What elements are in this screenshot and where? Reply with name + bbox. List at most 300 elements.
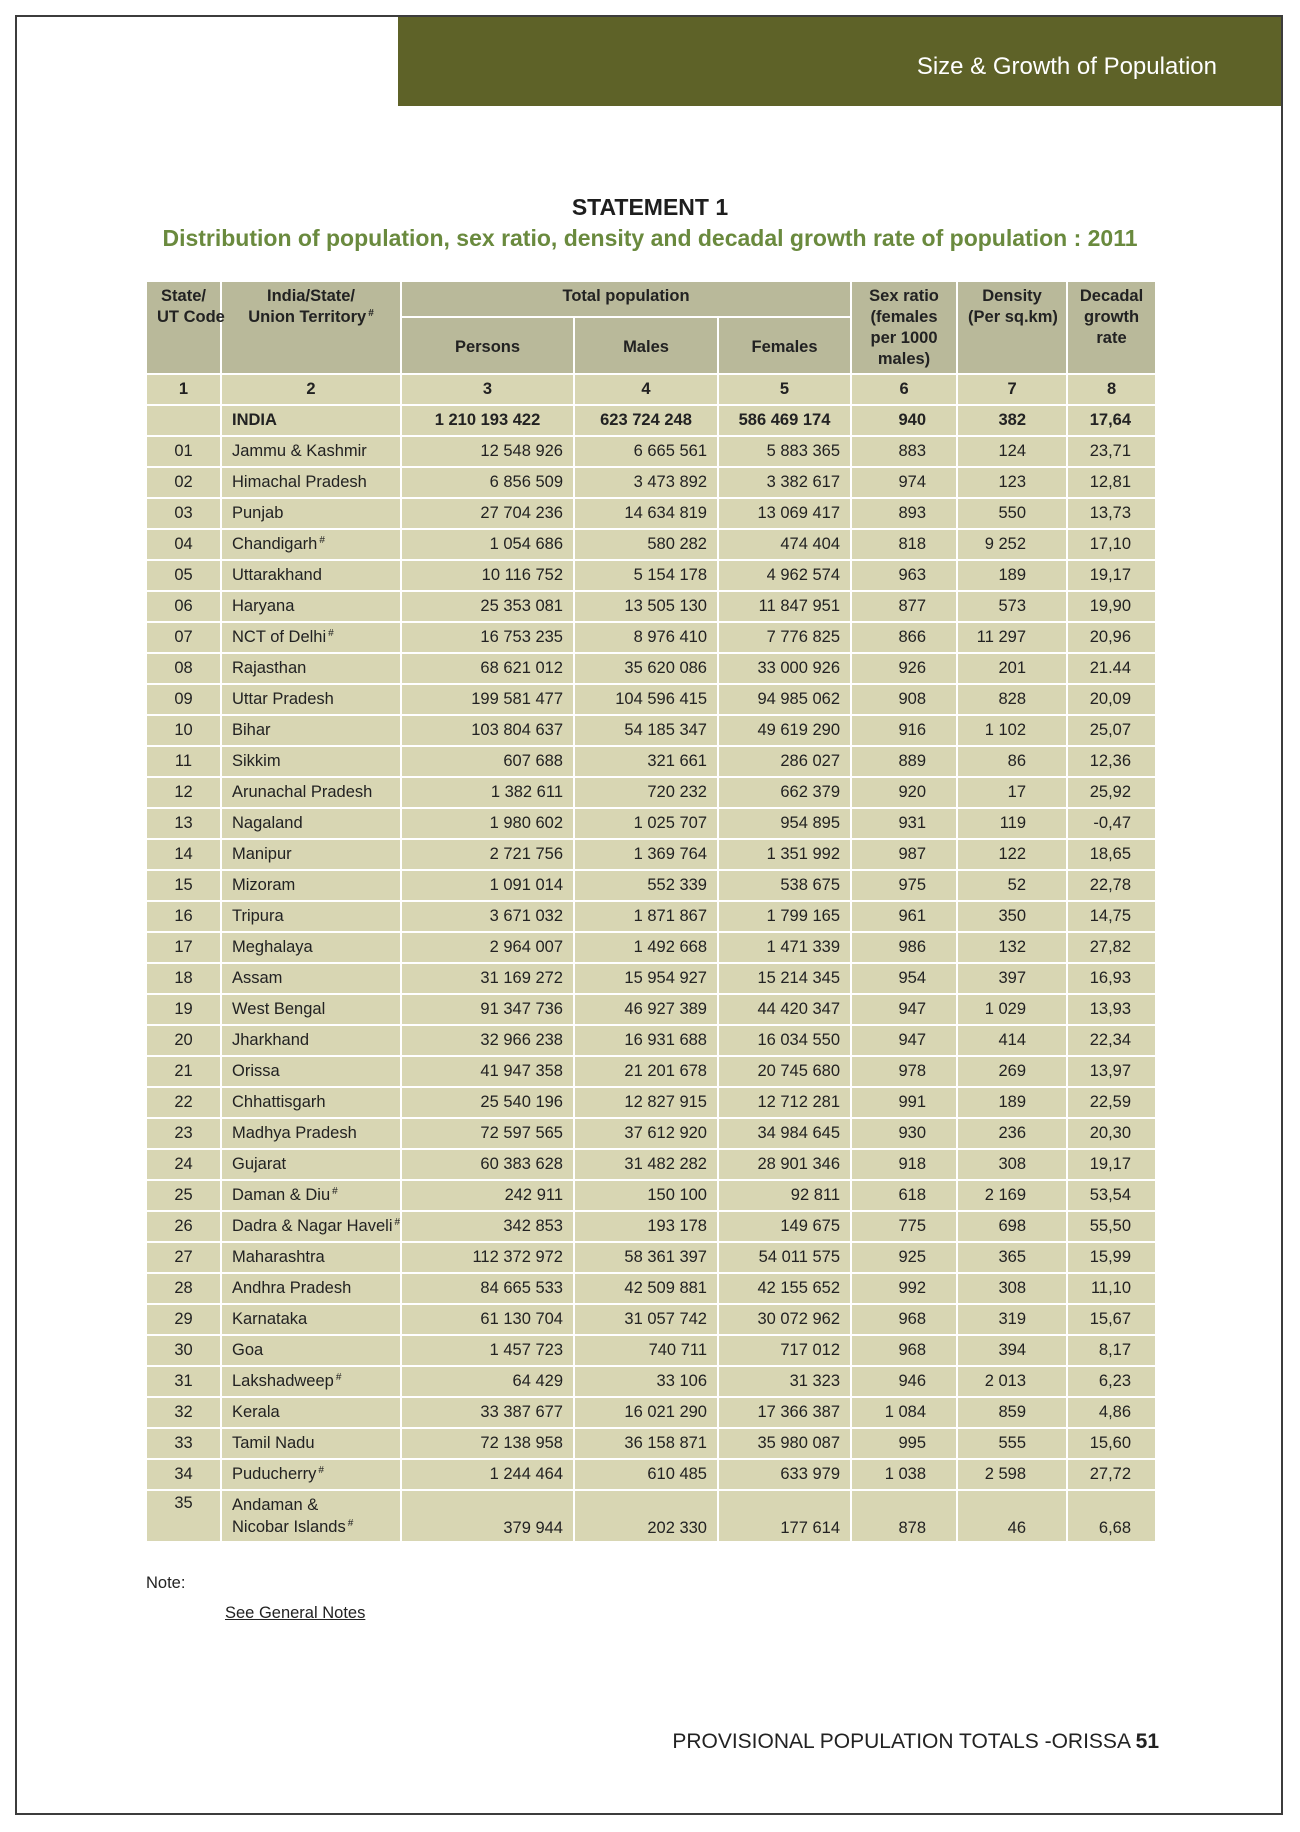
- state-name: Jammu & Kashmir: [221, 436, 401, 467]
- females-cell: 12 712 281: [718, 1087, 851, 1118]
- sex-ratio-cell: 954: [851, 963, 957, 994]
- state-code: 24: [146, 1149, 221, 1180]
- females-cell: 474 404: [718, 529, 851, 560]
- sex-ratio-cell: 975: [851, 870, 957, 901]
- sex-ratio-cell: 818: [851, 529, 957, 560]
- males-cell: 21 201 678: [574, 1056, 718, 1087]
- sex-ratio-cell: 883: [851, 436, 957, 467]
- table-row: [146, 1025, 1156, 1056]
- growth-cell: 27,72: [1067, 1459, 1156, 1490]
- state-name: Bihar: [221, 715, 401, 746]
- females-cell: 31 323: [718, 1366, 851, 1397]
- persons-cell: 32 966 238: [401, 1025, 574, 1056]
- sex-ratio-cell: 877: [851, 591, 957, 622]
- state-code: 11: [146, 746, 221, 777]
- males-cell: 33 106: [574, 1366, 718, 1397]
- females-cell: 49 619 290: [718, 715, 851, 746]
- state-code: 14: [146, 839, 221, 870]
- sex-ratio-cell: 925: [851, 1242, 957, 1273]
- ut-mark: #: [335, 1372, 342, 1383]
- growth-cell: 21.44: [1067, 653, 1156, 684]
- persons-cell: 1 382 611: [401, 777, 574, 808]
- growth-cell: 12,81: [1067, 467, 1156, 498]
- state-code: 32: [146, 1397, 221, 1428]
- india-total-row: [146, 405, 1156, 436]
- density-cell: 122: [957, 839, 1067, 870]
- females-cell: 28 901 346: [718, 1149, 851, 1180]
- state-code: 27: [146, 1242, 221, 1273]
- header-density: Density (Per sq.km): [957, 281, 1067, 374]
- males-cell: 5 154 178: [574, 560, 718, 591]
- table-row: [146, 1087, 1156, 1118]
- growth-cell: 13,93: [1067, 994, 1156, 1025]
- females-cell: 177 614: [718, 1490, 851, 1542]
- density-cell: 201: [957, 653, 1067, 684]
- page-number: 51: [1135, 1730, 1159, 1753]
- density-cell: 397: [957, 963, 1067, 994]
- state-name: Gujarat: [221, 1149, 401, 1180]
- state-name: INDIA: [221, 405, 401, 436]
- sex-ratio-cell: 961: [851, 901, 957, 932]
- density-cell: 9 252: [957, 529, 1067, 560]
- sex-ratio-cell: 1 084: [851, 1397, 957, 1428]
- state-name: Manipur: [221, 839, 401, 870]
- males-cell: 150 100: [574, 1180, 718, 1211]
- state-code: 22: [146, 1087, 221, 1118]
- males-cell: 12 827 915: [574, 1087, 718, 1118]
- sex-ratio-cell: 889: [851, 746, 957, 777]
- females-cell: 30 072 962: [718, 1304, 851, 1335]
- density-cell: 2 598: [957, 1459, 1067, 1490]
- growth-cell: 22,78: [1067, 870, 1156, 901]
- persons-cell: 607 688: [401, 746, 574, 777]
- sex-ratio-cell: 926: [851, 653, 957, 684]
- persons-cell: 1 210 193 422: [401, 405, 574, 436]
- ut-mark: #: [318, 1465, 324, 1476]
- sex-ratio-cell: 946: [851, 1366, 957, 1397]
- growth-cell: 19,17: [1067, 560, 1156, 591]
- females-cell: 94 985 062: [718, 684, 851, 715]
- density-cell: 414: [957, 1025, 1067, 1056]
- state-name: Tripura: [221, 901, 401, 932]
- males-cell: 37 612 920: [574, 1118, 718, 1149]
- females-cell: 42 155 652: [718, 1273, 851, 1304]
- table-row: [146, 1428, 1156, 1459]
- table-row: [146, 1211, 1156, 1242]
- state-code: 30: [146, 1335, 221, 1366]
- state-code: 17: [146, 932, 221, 963]
- state-code: 02: [146, 467, 221, 498]
- state-code: 35: [146, 1490, 221, 1542]
- males-cell: 610 485: [574, 1459, 718, 1490]
- density-cell: 2 013: [957, 1366, 1067, 1397]
- sex-ratio-cell: 986: [851, 932, 957, 963]
- state-code: 20: [146, 1025, 221, 1056]
- header-females: Females: [718, 317, 851, 374]
- sex-ratio-cell: 940: [851, 405, 957, 436]
- sex-ratio-cell: 968: [851, 1304, 957, 1335]
- females-cell: 34 984 645: [718, 1118, 851, 1149]
- growth-cell: 19,90: [1067, 591, 1156, 622]
- ut-mark: #: [332, 1186, 338, 1197]
- males-cell: 740 711: [574, 1335, 718, 1366]
- state-name: Maharashtra: [221, 1242, 401, 1273]
- persons-cell: 342 853: [401, 1211, 574, 1242]
- males-cell: 202 330: [574, 1490, 718, 1542]
- ut-mark: #: [319, 535, 325, 546]
- persons-cell: 68 621 012: [401, 653, 574, 684]
- males-cell: 6 665 561: [574, 436, 718, 467]
- state-code: 19: [146, 994, 221, 1025]
- density-cell: 86: [957, 746, 1067, 777]
- females-cell: 54 011 575: [718, 1242, 851, 1273]
- state-code: 16: [146, 901, 221, 932]
- females-cell: 5 883 365: [718, 436, 851, 467]
- persons-cell: 3 671 032: [401, 901, 574, 932]
- persons-cell: 1 244 464: [401, 1459, 574, 1490]
- state-name: Arunachal Pradesh: [221, 777, 401, 808]
- females-cell: 7 776 825: [718, 622, 851, 653]
- males-cell: 552 339: [574, 870, 718, 901]
- males-cell: 1 492 668: [574, 932, 718, 963]
- sex-ratio-cell: 963: [851, 560, 957, 591]
- persons-cell: 12 548 926: [401, 436, 574, 467]
- state-name: Kerala: [221, 1397, 401, 1428]
- females-cell: 538 675: [718, 870, 851, 901]
- density-cell: 236: [957, 1118, 1067, 1149]
- persons-cell: 2 964 007: [401, 932, 574, 963]
- persons-cell: 72 597 565: [401, 1118, 574, 1149]
- sex-ratio-cell: 947: [851, 994, 957, 1025]
- sex-ratio-cell: 908: [851, 684, 957, 715]
- ut-mark: #: [347, 1518, 354, 1529]
- females-cell: 16 034 550: [718, 1025, 851, 1056]
- table-row: [146, 1273, 1156, 1304]
- density-cell: 189: [957, 560, 1067, 591]
- density-cell: 269: [957, 1056, 1067, 1087]
- table-row: [146, 870, 1156, 901]
- state-name: Orissa: [221, 1056, 401, 1087]
- persons-cell: 199 581 477: [401, 684, 574, 715]
- state-code: 21: [146, 1056, 221, 1087]
- table-row: [146, 932, 1156, 963]
- footer-text: PROVISIONAL POPULATION TOTALS -ORISSA: [672, 1730, 1130, 1753]
- table-row: [146, 1335, 1156, 1366]
- females-cell: 15 214 345: [718, 963, 851, 994]
- persons-cell: 242 911: [401, 1180, 574, 1211]
- table-row: [146, 901, 1156, 932]
- growth-cell: 12,36: [1067, 746, 1156, 777]
- males-cell: 193 178: [574, 1211, 718, 1242]
- males-cell: 15 954 927: [574, 963, 718, 994]
- males-cell: 31 057 742: [574, 1304, 718, 1335]
- females-cell: 717 012: [718, 1335, 851, 1366]
- state-name: Mizoram: [221, 870, 401, 901]
- persons-cell: 84 665 533: [401, 1273, 574, 1304]
- density-cell: 698: [957, 1211, 1067, 1242]
- density-cell: 2 169: [957, 1180, 1067, 1211]
- state-code: 10: [146, 715, 221, 746]
- growth-cell: -0,47: [1067, 808, 1156, 839]
- density-cell: 52: [957, 870, 1067, 901]
- females-cell: 633 979: [718, 1459, 851, 1490]
- persons-cell: 60 383 628: [401, 1149, 574, 1180]
- state-name: NCT of Delhi #: [221, 622, 401, 653]
- females-cell: 1 799 165: [718, 901, 851, 932]
- growth-cell: 13,73: [1067, 498, 1156, 529]
- header-growth: Decadal growth rate: [1067, 281, 1156, 374]
- persons-cell: 27 704 236: [401, 498, 574, 529]
- growth-cell: 53,54: [1067, 1180, 1156, 1211]
- males-cell: 104 596 415: [574, 684, 718, 715]
- sex-ratio-cell: 992: [851, 1273, 957, 1304]
- table-row: [146, 963, 1156, 994]
- state-code: 04: [146, 529, 221, 560]
- males-cell: 623 724 248: [574, 405, 718, 436]
- ut-mark: #: [328, 628, 334, 639]
- state-code: 13: [146, 808, 221, 839]
- column-number: 2: [221, 374, 401, 405]
- females-cell: 35 980 087: [718, 1428, 851, 1459]
- table-row: [146, 994, 1156, 1025]
- males-cell: 1 369 764: [574, 839, 718, 870]
- table-row: [146, 498, 1156, 529]
- column-number: 1: [146, 374, 221, 405]
- table-row: [146, 808, 1156, 839]
- females-cell: 286 027: [718, 746, 851, 777]
- state-code: [146, 405, 221, 436]
- growth-cell: 17,10: [1067, 529, 1156, 560]
- sex-ratio-cell: 775: [851, 1211, 957, 1242]
- growth-cell: 19,17: [1067, 1149, 1156, 1180]
- persons-cell: 379 944: [401, 1490, 574, 1542]
- persons-cell: 33 387 677: [401, 1397, 574, 1428]
- column-number: 7: [957, 374, 1067, 405]
- state-name: Meghalaya: [221, 932, 401, 963]
- state-name: Andhra Pradesh: [221, 1273, 401, 1304]
- density-cell: 308: [957, 1149, 1067, 1180]
- females-cell: 20 745 680: [718, 1056, 851, 1087]
- sex-ratio-cell: 991: [851, 1087, 957, 1118]
- growth-cell: 13,97: [1067, 1056, 1156, 1087]
- state-code: 33: [146, 1428, 221, 1459]
- sex-ratio-cell: 947: [851, 1025, 957, 1056]
- females-cell: 149 675: [718, 1211, 851, 1242]
- table-row: [146, 529, 1156, 560]
- state-name: Nagaland: [221, 808, 401, 839]
- males-cell: 42 509 881: [574, 1273, 718, 1304]
- state-code: 15: [146, 870, 221, 901]
- general-notes-link[interactable]: See General Notes: [225, 1604, 366, 1622]
- males-cell: 58 361 397: [574, 1242, 718, 1273]
- sex-ratio-cell: 987: [851, 839, 957, 870]
- table-row: [146, 653, 1156, 684]
- males-cell: 36 158 871: [574, 1428, 718, 1459]
- persons-cell: 31 169 272: [401, 963, 574, 994]
- column-number: 3: [401, 374, 574, 405]
- density-cell: 1 102: [957, 715, 1067, 746]
- table-row: [146, 1459, 1156, 1490]
- growth-cell: 15,99: [1067, 1242, 1156, 1273]
- statement-title: STATEMENT 1: [571, 194, 729, 220]
- table-row: [146, 1366, 1156, 1397]
- sex-ratio-cell: 618: [851, 1180, 957, 1211]
- density-cell: 350: [957, 901, 1067, 932]
- males-cell: 14 634 819: [574, 498, 718, 529]
- column-number-row: [146, 374, 1156, 405]
- persons-cell: 103 804 637: [401, 715, 574, 746]
- persons-cell: 1 054 686: [401, 529, 574, 560]
- females-cell: 92 811: [718, 1180, 851, 1211]
- growth-cell: 55,50: [1067, 1211, 1156, 1242]
- growth-cell: 15,60: [1067, 1428, 1156, 1459]
- density-cell: 365: [957, 1242, 1067, 1273]
- sex-ratio-cell: 930: [851, 1118, 957, 1149]
- table-row: [146, 839, 1156, 870]
- state-name: Uttarakhand: [221, 560, 401, 591]
- state-code: 28: [146, 1273, 221, 1304]
- state-name: Lakshadweep #: [221, 1366, 401, 1397]
- note-label: Note:: [146, 1574, 186, 1592]
- state-name: Uttar Pradesh: [221, 684, 401, 715]
- growth-cell: 22,59: [1067, 1087, 1156, 1118]
- growth-cell: 22,34: [1067, 1025, 1156, 1056]
- persons-cell: 16 753 235: [401, 622, 574, 653]
- density-cell: 555: [957, 1428, 1067, 1459]
- state-code: 25: [146, 1180, 221, 1211]
- sex-ratio-cell: 893: [851, 498, 957, 529]
- table-row: [146, 436, 1156, 467]
- growth-cell: 6,23: [1067, 1366, 1156, 1397]
- growth-cell: 17,64: [1067, 405, 1156, 436]
- table-row: [146, 622, 1156, 653]
- state-name: Chhattisgarh: [221, 1087, 401, 1118]
- table-row: [146, 1180, 1156, 1211]
- state-code: 29: [146, 1304, 221, 1335]
- state-name: Haryana: [221, 591, 401, 622]
- males-cell: 31 482 282: [574, 1149, 718, 1180]
- state-name: Rajasthan: [221, 653, 401, 684]
- persons-cell: 2 721 756: [401, 839, 574, 870]
- growth-cell: 4,86: [1067, 1397, 1156, 1428]
- state-code: 01: [146, 436, 221, 467]
- persons-cell: 64 429: [401, 1366, 574, 1397]
- state-name: West Bengal: [221, 994, 401, 1025]
- sex-ratio-cell: 916: [851, 715, 957, 746]
- sex-ratio-cell: 995: [851, 1428, 957, 1459]
- state-name: Madhya Pradesh: [221, 1118, 401, 1149]
- state-code: 09: [146, 684, 221, 715]
- growth-cell: 25,92: [1067, 777, 1156, 808]
- density-cell: 11 297: [957, 622, 1067, 653]
- table-row: [146, 1149, 1156, 1180]
- density-cell: 308: [957, 1273, 1067, 1304]
- state-name: Tamil Nadu: [221, 1428, 401, 1459]
- state-code: 07: [146, 622, 221, 653]
- table-row: [146, 777, 1156, 808]
- population-table: [145, 280, 1157, 1543]
- persons-cell: 10 116 752: [401, 560, 574, 591]
- growth-cell: 14,75: [1067, 901, 1156, 932]
- state-name: Himachal Pradesh: [221, 467, 401, 498]
- column-number: 6: [851, 374, 957, 405]
- persons-cell: 6 856 509: [401, 467, 574, 498]
- males-cell: 35 620 086: [574, 653, 718, 684]
- males-cell: 321 661: [574, 746, 718, 777]
- density-cell: 573: [957, 591, 1067, 622]
- state-name: Punjab: [221, 498, 401, 529]
- males-cell: 720 232: [574, 777, 718, 808]
- state-name: Karnataka: [221, 1304, 401, 1335]
- growth-cell: 23,71: [1067, 436, 1156, 467]
- females-cell: 44 420 347: [718, 994, 851, 1025]
- persons-cell: 1 980 602: [401, 808, 574, 839]
- persons-cell: 1 457 723: [401, 1335, 574, 1366]
- density-cell: 46: [957, 1490, 1067, 1542]
- table-row: [146, 1056, 1156, 1087]
- sex-ratio-cell: 1 038: [851, 1459, 957, 1490]
- state-code: 23: [146, 1118, 221, 1149]
- males-cell: 16 021 290: [574, 1397, 718, 1428]
- state-code: 06: [146, 591, 221, 622]
- persons-cell: 72 138 958: [401, 1428, 574, 1459]
- state-code: 34: [146, 1459, 221, 1490]
- state-name: Sikkim: [221, 746, 401, 777]
- females-cell: 1 351 992: [718, 839, 851, 870]
- males-cell: 54 185 347: [574, 715, 718, 746]
- females-cell: 11 847 951: [718, 591, 851, 622]
- page-footer: [672, 1730, 1159, 1754]
- table-row: [146, 467, 1156, 498]
- table-row: [146, 1397, 1156, 1428]
- sex-ratio-cell: 931: [851, 808, 957, 839]
- header-persons: Persons: [401, 317, 574, 374]
- sex-ratio-cell: 978: [851, 1056, 957, 1087]
- density-cell: 189: [957, 1087, 1067, 1118]
- growth-cell: 15,67: [1067, 1304, 1156, 1335]
- males-cell: 1 871 867: [574, 901, 718, 932]
- header-name: India/State/ Union Territory #: [221, 281, 401, 374]
- males-cell: 3 473 892: [574, 467, 718, 498]
- column-number: 8: [1067, 374, 1156, 405]
- density-cell: 17: [957, 777, 1067, 808]
- density-cell: 124: [957, 436, 1067, 467]
- density-cell: 319: [957, 1304, 1067, 1335]
- state-name: Puducherry #: [221, 1459, 401, 1490]
- persons-cell: 41 947 358: [401, 1056, 574, 1087]
- state-name: Jharkhand: [221, 1025, 401, 1056]
- state-name: Assam: [221, 963, 401, 994]
- persons-cell: 25 353 081: [401, 591, 574, 622]
- persons-cell: 1 091 014: [401, 870, 574, 901]
- females-cell: 586 469 174: [718, 405, 851, 436]
- state-name: Goa: [221, 1335, 401, 1366]
- females-cell: 3 382 617: [718, 467, 851, 498]
- state-name: Daman & Diu #: [221, 1180, 401, 1211]
- density-cell: 132: [957, 932, 1067, 963]
- table-row: [146, 684, 1156, 715]
- state-code: 26: [146, 1211, 221, 1242]
- males-cell: 13 505 130: [574, 591, 718, 622]
- header-males: Males: [574, 317, 718, 374]
- persons-cell: 25 540 196: [401, 1087, 574, 1118]
- females-cell: 4 962 574: [718, 560, 851, 591]
- females-cell: 33 000 926: [718, 653, 851, 684]
- column-number: 5: [718, 374, 851, 405]
- table-row: [146, 1304, 1156, 1335]
- section-title: Size & Growth of Population: [916, 53, 1217, 80]
- ut-mark: #: [394, 1217, 401, 1228]
